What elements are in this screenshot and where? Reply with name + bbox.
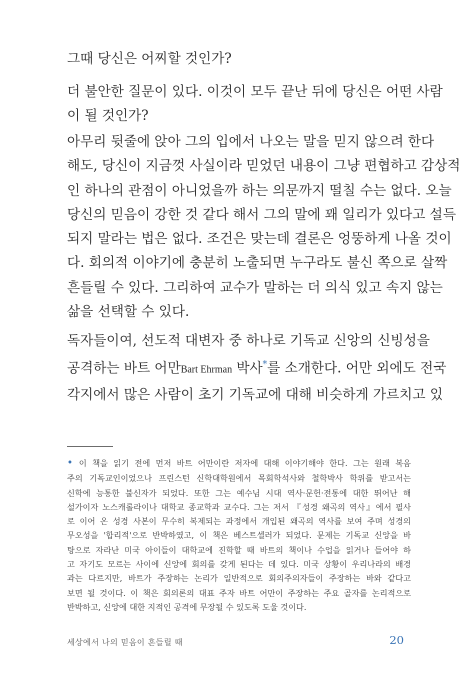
footnote-line-5: 로 이어 온 성경 사본이 무수히 복제되는 과정에서 개입된 왜곡의 역사를 보여 주며 성경의	[67, 516, 411, 527]
page-number: 20	[389, 633, 404, 647]
footnote-line-6: 무오성을 '합리적'으로 반박하였고, 이 책은 베스트셀러가 되었다. 문제는 기독교 신앙을 바	[67, 530, 411, 541]
paragraph-3	[67, 130, 461, 324]
footnote-line-8: 고 자기도 모르는 사이에 신앙에 회의를 갖게 된다는 데 있다. 미국 상황이 우리나라의 배경	[67, 559, 411, 570]
running-footer-book-title: 세상에서 나의 믿음이 흔들릴 때	[67, 638, 183, 647]
author-name-korean: 공격하는 바트 어만	[67, 360, 181, 377]
footnote-line-2: 주의 기독교인이었으나 프린스턴 신학대학원에서 목회학석사와 철학박사 학위를 받고서는	[67, 473, 411, 484]
paragraph-3-line-6: 다. 회의적 이야기에 충분히 노출되면 누구라도 불신 쪽으로 살짝	[67, 255, 448, 272]
paragraph-3-line-7: 흔들릴 수 있다. 그리하여 교수가 말하는 더 의식 있고 속지 않는	[67, 279, 443, 296]
footnote-reference-mark[interactable]: *	[262, 360, 268, 371]
paragraph-3-line-2: 해도, 당신이 지금껏 사실이라 믿었던 내용이 그냥 편협하고 감상적	[67, 158, 461, 175]
footnote-line-4: 설가이자 노스캐롤라이나 대학교 종교학과 교수다. 그는 저서 『성경 왜곡의 역사』에서 필사	[67, 501, 411, 512]
paragraph-1	[67, 47, 411, 71]
paragraph-1-line-1: 그때 당신은 어찌할 것인가?	[67, 51, 232, 67]
paragraph-2-line-2: 이 될 것인가?	[67, 108, 149, 125]
author-name-english: Bart Ehrman	[180, 364, 233, 376]
footnote-line-3: 신학에 능통한 불신자가 되었다. 또한 그는 예수님 시대 역사·문헌·전통에 대한 뛰어난 해	[67, 487, 411, 498]
paragraph-4	[67, 329, 447, 407]
footnote-line-1	[67, 456, 411, 471]
paragraph-4-line-3: 각지에서 많은 사람이 초기 기독교에 대해 비슷하게 가르치고 있	[67, 387, 443, 404]
footnote	[67, 456, 411, 614]
paragraph-3-line-8: 삶을 선택할 수 있다.	[67, 304, 190, 321]
footnote-bullet-icon: •	[67, 458, 73, 469]
paragraph-3-line-4: 당신의 믿음이 강한 것 같다 해서 그의 말에 꽤 일리가 있다고 설득	[67, 206, 456, 223]
footnote-line-10: 보면 될 것이다. 이 책은 회의론의 대표 주자 바트 어만이 주장하는 주요 골자를 논리적으로	[67, 587, 411, 598]
footnote-line-9: 과는 다르지만, 바트가 주장하는 논리가 일반적으로 회의주의자들이 주장하는 바와 같다고	[67, 573, 411, 584]
footnote-line-7: 탕으로 자라난 미국 아이들이 대학교에 진학할 때 바트의 책이나 수업을 읽거나 들어야 하	[67, 544, 411, 555]
paragraph-3-line-1: 아무리 뒷줄에 앉아 그의 입에서 나오는 말을 믿지 않으려 한다	[67, 134, 435, 150]
footnote-divider	[67, 446, 113, 447]
author-title: 박사	[232, 360, 263, 377]
paragraph-4-line-2-rest: 를 소개한다. 어만 외에도 전국	[267, 360, 447, 377]
footnote-line-1-text: 이 책을 읽기 전에 먼저 바트 어만이란 저자에 대해 이야기해야 한다. 그는 원래 복음	[78, 458, 411, 468]
paragraph-2-line-1: 더 불안한 질문이 있다. 이것이 모두 끝난 뒤에 당신은 어떤 사람	[67, 84, 443, 100]
paragraph-4-line-1: 독자들이여, 선도적 대변자 중 하나로 기독교 신앙의 신빙성을	[67, 333, 430, 349]
paragraph-2	[67, 80, 443, 129]
paragraph-4-line-2	[67, 353, 447, 383]
paragraph-3-line-5: 되지 말라는 법은 없다. 조건은 맞는데 결론은 엉뚱하게 나올 것이	[67, 231, 452, 248]
paragraph-3-line-3: 인 하나의 관점이 아니었을까 하는 의문까지 떨칠 수는 없다. 오늘	[67, 182, 452, 199]
footnote-line-11: 반박하고, 신앙에 대한 지적인 공격에 무장될 수 있도록 도울 것이다.	[67, 601, 307, 612]
